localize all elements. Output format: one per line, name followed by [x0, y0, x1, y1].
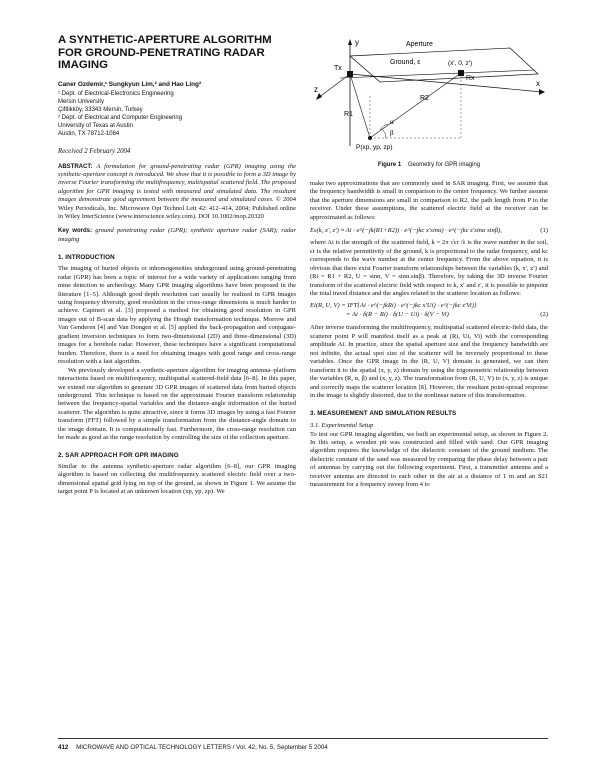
tx-label: Tx — [334, 65, 342, 72]
rx-label: Rx — [466, 75, 475, 82]
paragraph: Similar to the antenna synthetic-aperture radar algorithm [6–8], our GPR imaging algorithm is based on collecting the multifrequency scattered electric field over a two-dimensional spatial grid lying on top of the ground, as shown in Figure 1. We assume the target point P is located at an unknown location (xp, yp, zp). We — [58, 462, 296, 496]
article-title: A SYNTHETIC-APERTURE ALGORITHM FOR GROUND-PENETRATING RADAR IMAGING — [58, 34, 272, 71]
y-axis-label: y — [355, 38, 359, 47]
affiliation-line: ² Dept. of Electrical and Computer Engineering — [58, 114, 183, 121]
affiliation-line: Austin, TX 78712-1084 — [58, 130, 120, 137]
z-axis-arrow — [316, 93, 322, 100]
x-axis-label: x — [536, 79, 540, 88]
author-list: Caner Ozdemir,¹ Sungkyun Lim,² and Hao Ling² — [58, 80, 202, 88]
paragraph: The imaging of buried objects or inhomogeneities underground using ground-penetrating radar (GPR) has been a topic of interest for a wide variety of applications ranging from mine detection to archeology. Many GPR imaging algorithms have been proposed in the literature [1–5]. Although good depth resolution can usually be realized in GPR images using frequency diversity, good resolution in the cross-range dimensions is much harder to achieve. Capineri et al. [3] proposed a method for obtaining good resolution in GPR images out of B-scan data by applying the Hough transformation technique. Morrow and Van Genderen [4] and Van Dongen et al. [5] applied the back-propagation and conjugate-gradient inversion techniques to form two-dimensional (2D) and three-dimensional (3D) images for a borehole radar. However, these techniques have a significant computational burden. Therefore, there is a need for obtaining images with good range and cross-range resolution with a fast algorithm. — [58, 265, 296, 366]
geometry-diagram — [310, 34, 548, 152]
equation-1-number: (1) — [540, 227, 548, 235]
rx-coordinate-label: (x′, 0, z′) — [448, 60, 473, 67]
affiliations — [58, 90, 296, 138]
right-column — [310, 34, 548, 490]
y-axis-arrow — [348, 39, 352, 45]
equation-1-body: Es(k, x′, z′) ≈ Ai · e^(−jk(R1+R2)) · e^(−jkc x′sinα) · e^(−jkc z′sinα sinβ), — [310, 227, 502, 235]
abstract-text: A formulation for ground-penetrating radar (GPR) imaging using the synthetic-aperture concept is introduced. We show that it is possible to form a 3D image by inverse Fourier transforming the multifrequency, multispatial scattered field. The proposed algorithm for GPR imaging is tested with measured and simulated data. The resultant images demonstrate good agreement between the measured and simulated cases. — [58, 162, 297, 204]
abstract-citation: © 2004 Wiley Periodicals, Inc. Microwave Opt Technol Lett 42: 412–414, 2004; Published online in Wiley InterScience (www.interscience.wiley.com). DOI 10.1002/mop.20320 — [58, 196, 296, 220]
paragraph: To test our GPR imaging algorithm, we built an experimental setup, as shown in Figure 2. In this setup, a wooden pit was constructed and filled with sand. Our GPR imaging algorithm requires the knowledge of the dielectric constant of the ground medium. The dielectric constant of the sand was measured by comparing the phase delay between a pair of antennas by carrying out the following experiment. First, a transmitter antenna and a receiver antenna are directed to each other in the air at a distance of 1 m and an S21 measurement for a frequency sweep from 4 to — [310, 430, 548, 489]
journal-info: MICROWAVE AND OPTICAL TECHNOLOGY LETTERS / Vol. 42, No. 5, September 5 2004 — [76, 744, 328, 751]
equation-2-number: (2) — [540, 311, 548, 319]
alpha-label: α — [390, 118, 394, 126]
aperture-label: Aperture — [406, 41, 433, 48]
affiliation-line: Mersin University — [58, 98, 105, 105]
section-heading: 1. INTRODUCTION — [58, 254, 115, 262]
keywords — [58, 227, 296, 244]
r1-label: R1 — [344, 111, 353, 118]
section-heading: 2. SAR APPROACH FOR GPR IMAGING — [58, 451, 179, 459]
ground-label: Ground, ε — [390, 59, 421, 66]
page-number: 412 — [58, 744, 69, 751]
r2-label: R2 — [420, 95, 429, 102]
abstract — [58, 163, 296, 222]
abstract-label: ABSTRACT: — [58, 163, 93, 170]
paragraph: After inverse transforming the multifrequency, multispatial scattered electric-field data, the scatterer point P will manifest itself as a peak at (Ri, Ui, Vi) with the corresponding amplitude Ai. In practice, since the spatial aperture size and the frequency bandwidth are not infinite, the actual spot size of the scatterer will be inversely proportional to these variables. Once the GPR image in the (R, U, V) domain is generated, we can then transform it to the spatial (x, y, z) domain by using the trigonometric relationship between the variables (R, α, β) and (x, y, z). The transformation from (R, U, V) to (x, y, z) is unique and correctly maps the scatterer location [8]. However, the resultant point-spread response in the image is slightly distorted, due to the nonlinear nature of this transformation. — [310, 324, 548, 400]
target-point-label: P(xp, yp, zp) — [356, 144, 393, 151]
equation-2 — [310, 302, 548, 318]
keywords-label: Key words: — [58, 228, 92, 235]
subsection-heading: 3.1. Experimental Setup — [310, 421, 374, 429]
target-point — [368, 136, 372, 140]
paragraph: make two approximations that are commonly used in SAR imaging. First, we assume that the frequency bandwidth is small in comparison to the center frequency. We further assume that the aperture dimensions are small in comparison to R2, the path length from P to the receiver. Under these assumptions, the scattered electric field at the receiver can be approximated as follows: — [310, 180, 548, 221]
equation-2-line-1: Ei(R, U, V) = IFT{Ai · e^(−jkRi) · e^(−jkc x′Ui) · e^(−jkc z′Vi)} — [310, 302, 477, 310]
r2-ray — [370, 73, 461, 138]
equation-2-line-2: = Ai · δ(R − Ri) · δ(U − Ui) · δ(V − Vi) — [346, 311, 449, 319]
alpha-arc — [380, 124, 388, 130]
x-axis-arrow — [539, 89, 545, 95]
equation-1 — [310, 227, 548, 234]
affiliation-line: Çiftlikköy, 33343 Mersin, Turkey — [58, 106, 143, 113]
affiliation-line: University of Texas at Austin — [58, 122, 133, 129]
z-axis — [318, 74, 350, 98]
keywords-text: ground penetrating radar (GPR); synthetic aperture radar (SAR); radar imaging — [58, 227, 297, 243]
beta-arc — [382, 129, 386, 138]
figure-1 — [310, 34, 548, 152]
r1-ray — [350, 74, 370, 138]
page-footer — [58, 744, 548, 751]
paragraph: We previously developed a synthetic-aperture algorithm for imaging antenna–platform interactions based on multifrequency, multispatial scattered-field data [6–8]. In this paper, we extend our algorithm to generate 3D GPR images of scattered data from buried objects underground. This technique is based on the approximate Fourier transform relationship between the frequency-spatial variables and the distance-angle information of the buried scatterer. The algorithm is quite attractive, since it forms 3D images by using a fast Fourier transform (FFT) followed by a simple transformation from the distance-angle domain to the image domain. It is computationally fast. Furthermore, the cross-range resolution can be made as good as the range resolution by controlling the size of the collection aperture. — [58, 366, 296, 442]
figure-caption — [310, 162, 548, 168]
section-heading: 3. MEASUREMENT AND SIMULATION RESULTS — [310, 409, 457, 417]
figure-caption-text: Geometry for GPR imaging — [407, 162, 481, 168]
received-date: Received 2 February 2004 — [58, 147, 131, 155]
z-axis-label: z — [314, 85, 318, 94]
left-column — [58, 34, 296, 496]
beta-label: β — [390, 129, 394, 137]
footer-rule — [58, 738, 548, 739]
figure-caption-label: Figure 1 — [377, 162, 402, 168]
paragraph: where Ai is the strength of the scattered field, k = 2π √εr /λ is the wave number in the soil, εr is the relative permittivity of the ground, k is proportional to the radar frequency, and kc corresponds to the wave number at the center frequency. From the above equation, it is obvious that there exist Fourier transform relationships between the variables (k, x′, z′) and (Ri = R1 + R2, U = sinα, V = sinα.sinβ). Therefore, by taking the 3D inverse Fourier transform of the scattered electric field with respect to k, x′ and z′, it is possible to pinpoint the total travel distance and the angles related to the scatterer location as follows: — [310, 239, 548, 297]
affiliation-line: ¹ Dept. of Electrical-Electronics Engineering — [58, 90, 174, 97]
